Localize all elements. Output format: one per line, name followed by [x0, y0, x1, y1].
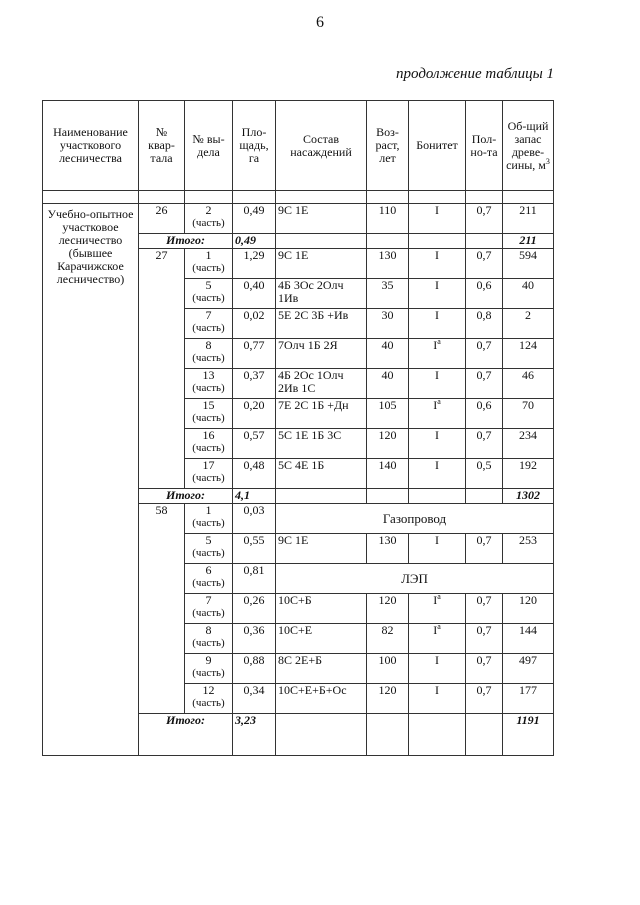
polnota-cell: 0,7: [466, 594, 503, 624]
bonitet-cell: [409, 624, 466, 654]
page-number: 6: [316, 14, 324, 31]
sostav-cell: 5Е 2С 3Б +Ив: [276, 309, 367, 339]
vydel-number: 15: [202, 398, 215, 412]
polnota-cell: 0,7: [466, 429, 503, 459]
vydel-part: (часть): [192, 472, 225, 484]
polnota-cell: 0,5: [466, 459, 503, 489]
total-zapas: 1191: [503, 714, 554, 756]
vydel-number: 6: [205, 563, 212, 577]
vydel-cell: [185, 429, 233, 459]
area-cell: 0,81: [233, 564, 276, 594]
total-zapas: 1302: [503, 489, 554, 504]
vydel-cell: [185, 249, 233, 279]
age-cell: 140: [367, 459, 409, 489]
vydel-number: 5: [205, 278, 212, 292]
vydel-number: 13: [202, 368, 215, 382]
sostav-cell: 9С 1Е: [276, 534, 367, 564]
spacer-cell: [367, 191, 409, 204]
total-zapas: 211: [503, 234, 554, 249]
polnota-cell: 0,6: [466, 279, 503, 309]
kvartal-cell: 27: [139, 249, 185, 489]
zapas-cell: 234: [503, 429, 554, 459]
age-cell: 120: [367, 684, 409, 714]
spacer-row: [43, 191, 554, 204]
bonitet-value: I: [435, 653, 439, 667]
age-cell: 40: [367, 339, 409, 369]
vydel-part: (часть): [192, 637, 225, 649]
bonitet-cell: [409, 399, 466, 429]
vydel-part: (часть): [192, 607, 225, 619]
vydel-number: 5: [205, 533, 212, 547]
zapas-cell: 497: [503, 654, 554, 684]
vydel-number: 9: [205, 653, 212, 667]
zapas-cell: 177: [503, 684, 554, 714]
bonitet-value: I: [433, 398, 438, 412]
sostav-cell: 10С+Б: [276, 594, 367, 624]
age-cell: 130: [367, 249, 409, 279]
area-cell: 0,02: [233, 309, 276, 339]
total-empty: [409, 714, 466, 756]
area-cell: 0,37: [233, 369, 276, 399]
vydel-cell: [185, 684, 233, 714]
header-polnota: Пол-но-та: [466, 101, 503, 191]
vydel-number: 12: [202, 683, 215, 697]
zapas-cell: 40: [503, 279, 554, 309]
table-body: [43, 204, 554, 756]
sostav-cell: 9С 1Е: [276, 204, 367, 234]
header-age: Воз-раст, лет: [367, 101, 409, 191]
vydel-cell: [185, 504, 233, 534]
vydel-part: (часть): [192, 262, 225, 274]
age-cell: 82: [367, 624, 409, 654]
spacer-cell: [139, 191, 185, 204]
vydel-cell: [185, 594, 233, 624]
bonitet-cell: [409, 339, 466, 369]
header-row: [43, 101, 554, 191]
vydel-cell: [185, 369, 233, 399]
vydel-number: 7: [205, 308, 212, 322]
zapas-cell: 124: [503, 339, 554, 369]
polnota-cell: 0,7: [466, 684, 503, 714]
table-row: [43, 204, 554, 234]
merged-note-cell: Газопровод: [276, 504, 554, 534]
zapas-cell: 2: [503, 309, 554, 339]
header-area: Пло-щадь, га: [233, 101, 276, 191]
kvartal-cell: 58: [139, 504, 185, 714]
kvartal-cell: 26: [139, 204, 185, 234]
age-cell: 110: [367, 204, 409, 234]
area-cell: 0,40: [233, 279, 276, 309]
sostav-cell: 5С 4Е 1Б: [276, 459, 367, 489]
vydel-cell: [185, 459, 233, 489]
header-bonitet: Бонитет: [409, 101, 466, 191]
spacer-cell: [185, 191, 233, 204]
area-cell: 0,20: [233, 399, 276, 429]
area-cell: 0,57: [233, 429, 276, 459]
polnota-cell: 0,6: [466, 399, 503, 429]
vydel-number: 1: [205, 248, 212, 262]
vydel-cell: [185, 339, 233, 369]
total-empty: [367, 489, 409, 504]
total-empty: [409, 234, 466, 249]
spacer-cell: [466, 191, 503, 204]
vydel-cell: [185, 309, 233, 339]
vydel-cell: [185, 624, 233, 654]
vydel-cell: [185, 279, 233, 309]
bonitet-value: I: [433, 338, 438, 352]
total-empty: [276, 714, 367, 756]
bonitet-value: I: [433, 623, 438, 637]
vydel-number: 16: [202, 428, 215, 442]
age-cell: 120: [367, 429, 409, 459]
vydel-number: 7: [205, 593, 212, 607]
area-cell: 0,03: [233, 504, 276, 534]
total-label: Итого:: [139, 234, 233, 249]
bonitet-cell: [409, 204, 466, 234]
zapas-cell: 120: [503, 594, 554, 624]
bonitet-value: I: [435, 308, 439, 322]
bonitet-cell: [409, 534, 466, 564]
header-zapas: [503, 101, 554, 191]
total-area: 4,1: [233, 489, 276, 504]
total-area: 0,49: [233, 234, 276, 249]
total-label: Итого:: [139, 489, 233, 504]
area-cell: 0,49: [233, 204, 276, 234]
bonitet-value: I: [435, 278, 439, 292]
bonitet-value: I: [435, 683, 439, 697]
vydel-number: 8: [205, 338, 212, 352]
vydel-part: (часть): [192, 352, 225, 364]
zapas-cell: 192: [503, 459, 554, 489]
bonitet-sup: а: [437, 397, 441, 406]
zapas-cell: 144: [503, 624, 554, 654]
zapas-cell: 594: [503, 249, 554, 279]
total-empty: [409, 489, 466, 504]
bonitet-cell: [409, 429, 466, 459]
vydel-cell: [185, 564, 233, 594]
bonitet-value: I: [435, 248, 439, 262]
header-zapas-sup: 3: [545, 156, 550, 166]
age-cell: 130: [367, 534, 409, 564]
bonitet-cell: [409, 249, 466, 279]
sostav-cell: 4Б 3Ос 2Олч 1Ив: [276, 279, 367, 309]
merged-note-cell: ЛЭП: [276, 564, 554, 594]
spacer-cell: [503, 191, 554, 204]
polnota-cell: 0,7: [466, 654, 503, 684]
bonitet-value: I: [435, 428, 439, 442]
vydel-number: 1: [205, 503, 212, 517]
polnota-cell: 0,7: [466, 339, 503, 369]
total-empty: [466, 489, 503, 504]
sostav-cell: 8С 2Е+Б: [276, 654, 367, 684]
total-empty: [466, 234, 503, 249]
area-cell: 0,88: [233, 654, 276, 684]
vydel-part: (часть): [192, 517, 225, 529]
total-empty: [466, 714, 503, 756]
vydel-number: 17: [202, 458, 215, 472]
bonitet-sup: а: [437, 622, 441, 631]
zapas-cell: 70: [503, 399, 554, 429]
polnota-cell: 0,7: [466, 204, 503, 234]
vydel-number: 8: [205, 623, 212, 637]
vydel-cell: [185, 654, 233, 684]
bonitet-value: I: [435, 533, 439, 547]
vydel-number: 2: [205, 203, 212, 217]
bonitet-cell: [409, 594, 466, 624]
spacer-cell: [43, 191, 139, 204]
sostav-cell: 4Б 2Ос 1Олч 2Ив 1С: [276, 369, 367, 399]
age-cell: 40: [367, 369, 409, 399]
area-cell: 0,36: [233, 624, 276, 654]
bonitet-cell: [409, 654, 466, 684]
header-forestry-name: Наименование участкового лесничества: [43, 101, 139, 191]
area-cell: 1,29: [233, 249, 276, 279]
header-zapas-text: Об-щий запас древе-сины, м: [506, 118, 549, 172]
vydel-part: (часть): [192, 382, 225, 394]
sostav-cell: 9С 1Е: [276, 249, 367, 279]
vydel-part: (часть): [192, 322, 225, 334]
polnota-cell: 0,7: [466, 534, 503, 564]
sostav-cell: 10С+Е: [276, 624, 367, 654]
header-sostav: Состав насаждений: [276, 101, 367, 191]
zapas-cell: 253: [503, 534, 554, 564]
spacer-cell: [409, 191, 466, 204]
bonitet-value: I: [435, 203, 439, 217]
total-empty: [367, 234, 409, 249]
sostav-cell: 7Е 2С 1Б +Дн: [276, 399, 367, 429]
vydel-cell: [185, 534, 233, 564]
bonitet-value: I: [433, 593, 438, 607]
polnota-cell: 0,7: [466, 249, 503, 279]
age-cell: 120: [367, 594, 409, 624]
table-continuation-caption: продолжение таблицы 1: [396, 66, 554, 82]
sostav-cell: 5С 1Е 1Б 3С: [276, 429, 367, 459]
bonitet-value: I: [435, 458, 439, 472]
header-vydel: № вы-дела: [185, 101, 233, 191]
forestry-name-cell: Учебно-опытное участковое лесничество (бывшее Карачижское лесничество): [43, 204, 139, 756]
bonitet-sup: а: [437, 592, 441, 601]
header-kvartal: № квар-тала: [139, 101, 185, 191]
vydel-cell: [185, 204, 233, 234]
polnota-cell: 0,8: [466, 309, 503, 339]
bonitet-cell: [409, 684, 466, 714]
age-cell: 100: [367, 654, 409, 684]
polnota-cell: 0,7: [466, 369, 503, 399]
zapas-cell: 46: [503, 369, 554, 399]
age-cell: 30: [367, 309, 409, 339]
area-cell: 0,48: [233, 459, 276, 489]
vydel-part: (часть): [192, 697, 225, 709]
spacer-cell: [233, 191, 276, 204]
total-empty: [276, 234, 367, 249]
bonitet-sup: а: [437, 337, 441, 346]
area-cell: 0,55: [233, 534, 276, 564]
spacer-cell: [276, 191, 367, 204]
bonitet-value: I: [435, 368, 439, 382]
vydel-part: (часть): [192, 412, 225, 424]
sostav-cell: 10С+Е+Б+Ос: [276, 684, 367, 714]
bonitet-cell: [409, 309, 466, 339]
area-cell: 0,34: [233, 684, 276, 714]
age-cell: 105: [367, 399, 409, 429]
sostav-cell: 7Олч 1Б 2Я: [276, 339, 367, 369]
bonitet-cell: [409, 279, 466, 309]
vydel-part: (часть): [192, 217, 225, 229]
vydel-cell: [185, 399, 233, 429]
vydel-part: (часть): [192, 292, 225, 304]
total-empty: [276, 489, 367, 504]
vydel-part: (часть): [192, 442, 225, 454]
total-label: Итого:: [139, 714, 233, 756]
area-cell: 0,77: [233, 339, 276, 369]
area-cell: 0,26: [233, 594, 276, 624]
total-area: 3,23: [233, 714, 276, 756]
vydel-part: (часть): [192, 577, 225, 589]
total-empty: [367, 714, 409, 756]
vydel-part: (часть): [192, 547, 225, 559]
forest-inventory-table: [42, 100, 554, 756]
polnota-cell: 0,7: [466, 624, 503, 654]
zapas-cell: 211: [503, 204, 554, 234]
vydel-part: (часть): [192, 667, 225, 679]
bonitet-cell: [409, 369, 466, 399]
bonitet-cell: [409, 459, 466, 489]
age-cell: 35: [367, 279, 409, 309]
